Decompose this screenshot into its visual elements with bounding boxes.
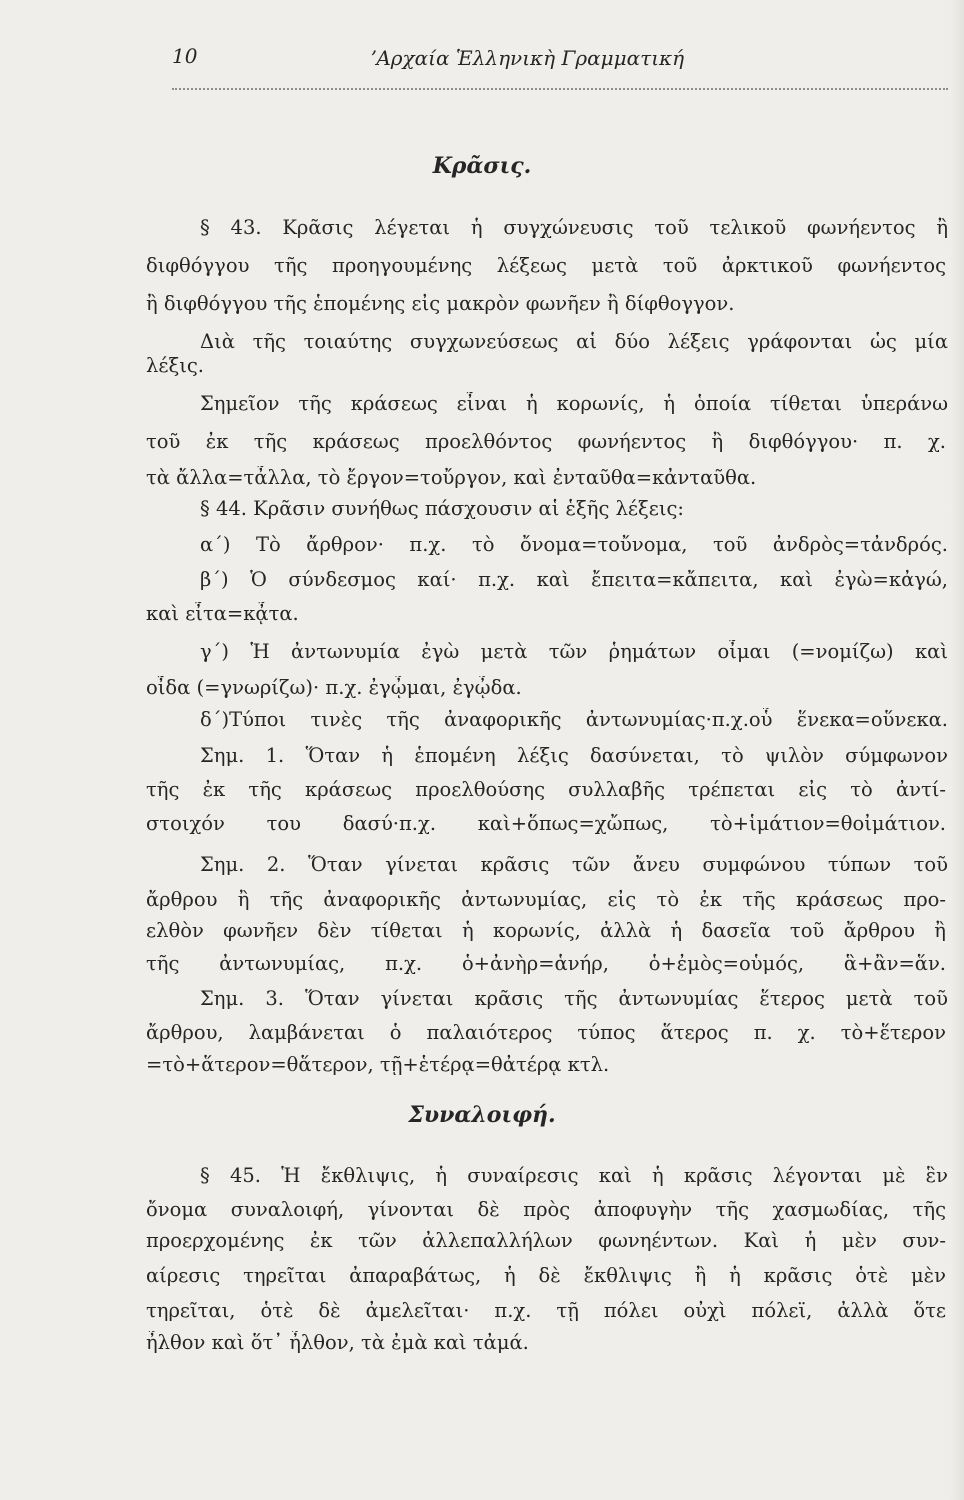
page-edge-shadow [950, 0, 964, 1500]
text-line: ἄρθρου, λαμβάνεται ὁ παλαιότερος τύπος ἅτερος π. χ. τὸ+ἕτερον [146, 1021, 946, 1044]
text-line: ἄρθρου ἢ τῆς ἀναφορικῆς ἀντωνυμίας, εἰς τὸ ἐκ τῆς κράσεως προ- [146, 888, 946, 911]
running-title: ʼΑρχαία Ἑλληνικὴ Γραμματική [370, 46, 685, 70]
text-line: αίρεσις τηρεῖται ἀπαραβάτως, ἡ δὲ ἔκθλιψις ἢ ἡ κρᾶσις ὁτὲ μὲν [146, 1264, 946, 1287]
text-line: τῆς ἀντωνυμίας, π.χ. ὁ+ἀνὴρ=ἁνήρ, ὁ+ἐμὸς=οὑμός, ἃ+ἂν=ἅν. [146, 952, 946, 975]
text-line: Σημ. 1. Ὅταν ἡ ἑπομένη λέξις δασύνεται, τὸ ψιλὸν σύμφωνον [200, 744, 948, 767]
page-number: 10 [172, 44, 198, 68]
text-line: τηρεῖται, ὁτὲ δὲ ἀμελεῖται· π.χ. τῇ πόλει οὐχὶ πόλεϊ, ἀλλὰ ὅτε [146, 1299, 946, 1322]
text-line: ελθὸν φωνῆεν δὲν τίθεται ἡ κορωνίς, ἀλλὰ ἡ δασεῖα τοῦ ἄρθρου ἢ [146, 919, 946, 942]
text-line: λέξις. [146, 354, 204, 377]
text-line: § 43. Κρᾶσις λέγεται ἡ συγχώνευσις τοῦ τελικοῦ φωνήεντος ἢ [200, 216, 948, 239]
text-line: α΄) Τὸ ἄρθρον· π.χ. τὸ ὄνομα=τοὔνομα, τοῦ ἀνδρὸς=τἀνδρός. [200, 533, 948, 556]
text-line: οἶδα (=γνωρίζω)· π.χ. ἐγᾦμαι, ἐγᾦδα. [146, 676, 522, 699]
text-line: τὰ ἄλλα=τἆλλα, τὸ ἔργον=τοὔργον, καὶ ἐνταῦθα=κἀνταῦθα. [146, 466, 757, 489]
text-line: ἦλθον καὶ ὅτ᾿ ἦλθον, τὰ ἐμὰ καὶ τἀμά. [146, 1331, 529, 1354]
page-header [172, 44, 948, 84]
header-rule [172, 88, 948, 90]
text-line: ἢ διφθόγγου τῆς ἑπομένης εἰς μακρὸν φωνῆεν ἢ δίφθογγον. [146, 292, 735, 315]
text-line: δ΄)Τύποι τινὲς τῆς ἀναφορικῆς ἀντωνυμίας·π.χ.οὗ ἕνεκα=οὕνεκα. [200, 708, 948, 731]
text-line: διφθόγγου τῆς προηγουμένης λέξεως μετὰ τοῦ ἀρκτικοῦ φωνήεντος [146, 254, 946, 277]
text-line: β΄) Ὁ σύνδεσμος καί· π.χ. καὶ ἔπειτα=κἄπειτα, καὶ ἐγὼ=κἀγώ, [200, 568, 948, 591]
text-line: γ΄) Ἡ ἀντωνυμία ἐγὼ μετὰ τῶν ῥημάτων οἶμαι (=νομίζω) καὶ [200, 640, 948, 663]
text-line: ὄνομα συναλοιφή, γίνονται δὲ πρὸς ἀποφυγὴν τῆς χασμωδίας, τῆς [146, 1198, 946, 1221]
text-line: § 44. Κρᾶσιν συνήθως πάσχουσιν αἱ ἑξῆς λέξεις: [200, 497, 685, 520]
text-line: Διὰ τῆς τοιαύτης συγχωνεύσεως αἱ δύο λέξεις γράφονται ὡς μία [200, 330, 948, 353]
text-line: Σημ. 3. Ὅταν γίνεται κρᾶσις τῆς ἀντωνυμίας ἕτερος μετὰ τοῦ [200, 987, 948, 1010]
text-line: Σημ. 2. Ὅταν γίνεται κρᾶσις τῶν ἄνευ συμφώνου τύπων τοῦ [200, 853, 948, 876]
section-heading-synaloiphe: Συναλοιφή. [408, 1102, 556, 1128]
text-line: τοῦ ἐκ τῆς κράσεως προελθόντος φωνήεντος ἢ διφθόγγου· π. χ. [146, 430, 946, 453]
text-line: προερχομένης ἐκ τῶν ἀλλεπαλλήλων φωνηέντων. Καὶ ἡ μὲν συν- [146, 1229, 946, 1252]
text-line: καὶ εἶτα=κᾆτα. [146, 602, 299, 625]
text-line: =τὸ+ἅτερον=θἅτερον, τῇ+ἑτέρᾳ=θἀτέρᾳ κτλ. [146, 1053, 610, 1076]
text-line: Σημεῖον τῆς κράσεως εἶναι ἡ κορωνίς, ἡ ὁποία τίθεται ὑπεράνω [200, 392, 948, 415]
text-line: στοιχόν του δασύ·π.χ. καὶ+ὅπως=χὤπως, τὸ+ἱμάτιον=θοἰμάτιον. [146, 812, 946, 835]
text-line: τῆς ἐκ τῆς κράσεως προελθούσης συλλαβῆς τρέπεται εἰς τὸ ἀντί- [146, 778, 946, 801]
text-line: § 45. Ἡ ἔκθλιψις, ἡ συναίρεσις καὶ ἡ κρᾶσις λέγονται μὲ ἓν [200, 1164, 948, 1187]
section-heading-krasis: Κρᾶσις. [432, 153, 532, 179]
